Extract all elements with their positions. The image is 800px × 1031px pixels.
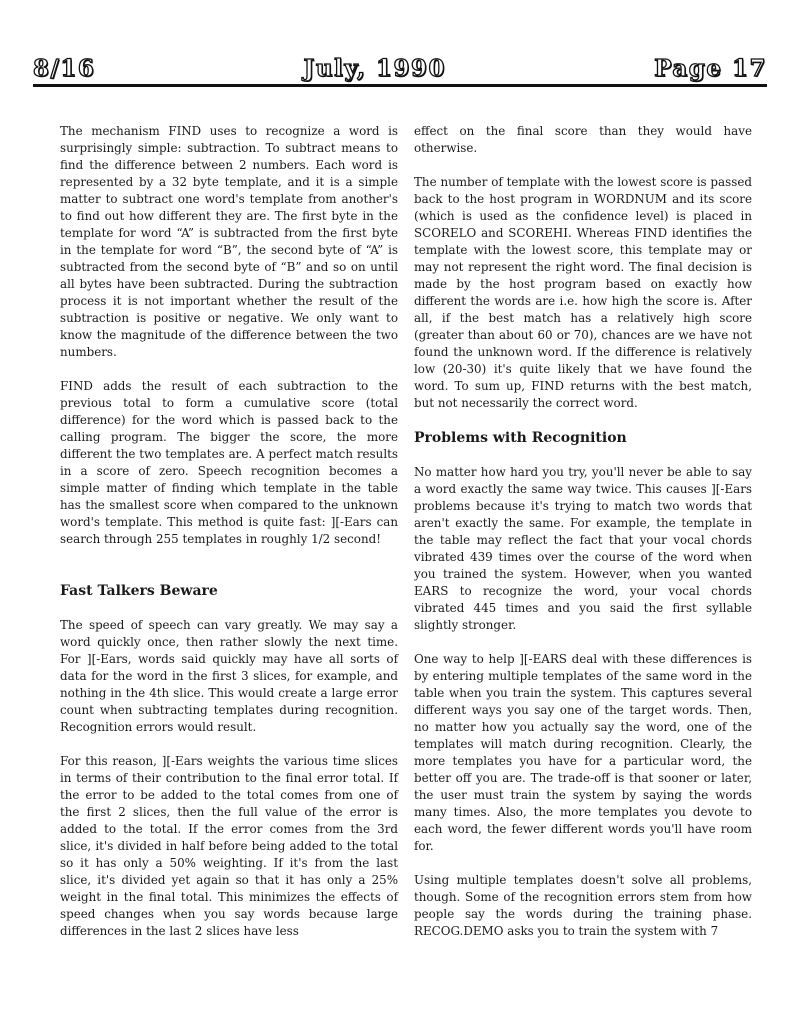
- paragraph: One way to help ][-EARS deal with these differences is by entering multiple templates of the same word in the table when you train the system. This captures several different ways you say one of the target words. Then, no matter how you actually say the word, one of the templates will match during recognition. Clearly, the more templates you have for a particular word, the better off you are. The trade-off is that sooner or later, the user must train the system by saying the words many times. Also, the more templates you devote to each word, the fewer different words you'll have room for.: [414, 652, 752, 853]
- section-heading: Fast Talkers Beware: [60, 583, 218, 599]
- section-heading: Problems with Recognition: [414, 430, 627, 446]
- page-header: [33, 52, 767, 84]
- paragraph: For this reason, ][-Ears weights the various time slices in terms of their contribution to the final error total. If the error to be added to the total comes from one of the first 2 slices, then the full value of the error is added to the total. If the error comes from the 3rd slice, it's divided in half before being added to the total so it has only a 50% weighting. If it's from the last slice, it's divided yet again so that it has only a 25% weight in the final total. This minimizes the effects of speed changes when you say words because large differences in the last 2 slices have less: [60, 754, 398, 938]
- header-rule: [33, 84, 767, 87]
- paragraph: effect on the final score than they would have otherwise.: [414, 124, 752, 155]
- paragraph: No matter how hard you try, you'll never be able to say a word exactly the same way twice. This causes ][-Ears problems because it's trying to match two words that aren't exactly the same. For example, the template in the table may reflect the fact that your vocal chords vibrated 439 times over the course of the word when you trained the system. However, when you wanted EARS to recognize the word, your vocal chords vibrated 445 times and you said the first syllable slightly stronger.: [414, 465, 752, 632]
- paragraph: The number of template with the lowest score is passed back to the host program in WORDNUM and its score (which is used as the confidence level) is placed in SCORELO and SCOREHI. Whereas FIND identifies the template with the lowest score, this template may or may not represent the right word. The final decision is made by the host program based on exactly how different the words are i.e. how high the score is. After all, if the best match has a relatively high score (greater than about 60 or 70), chances are we have not found the unknown word. If the difference is relatively low (20-30) it's quite likely that we have found the word. To sum up, FIND returns with the best match, but not necessarily the correct word.: [414, 175, 752, 410]
- paragraph: FIND adds the result of each subtraction to the previous total to form a cumulative score (total difference) for the word which is passed back to the calling program. The bigger the score, the more different the two templates are. A perfect match results in a score of zero. Speech recognition becomes a simple matter of finding which template in the table has the smallest score when compared to the unknown word's template. This method is quite fast: ][-Ears can search through 255 templates in roughly 1/2 second!: [60, 379, 398, 546]
- issue-date: July, 1990: [303, 54, 447, 82]
- paragraph: The mechanism FIND uses to recognize a word is surprisingly simple: subtraction. To subtract means to find the difference between 2 numbers. Each word is represented by a 32 byte template, and it is a simple matter to subtract one word's template from another's to find out how different they are. The first byte in the template for word “A” is subtracted from the first byte in the template for word “B”, the second byte of “A” is subtracted from the second byte of “B” and so on until all bytes have been subtracted. During the subtraction process it is not important whether the result of the subtraction is positive or negative. We only want to know the magnitude of the difference between the two numbers.: [60, 124, 398, 359]
- paragraph: Using multiple templates doesn't solve all problems, though. Some of the recognition errors stem from how people say the words during the training phase. RECOG.DEMO asks you to train the system with 7: [414, 873, 752, 938]
- right-column: [414, 123, 752, 957]
- left-column: [60, 123, 398, 957]
- page-number: Page 17: [654, 54, 767, 82]
- paragraph: The speed of speech can vary greatly. We may say a word quickly once, then rather slowly the next time. For ][-Ears, words said quickly may have all sorts of data for the word in the first 3 slices, for example, and nothing in the 4th slice. This would create a large error count when subtracting templates during recognition. Recognition errors would result.: [60, 618, 398, 734]
- issue-number: 8/16: [33, 54, 96, 82]
